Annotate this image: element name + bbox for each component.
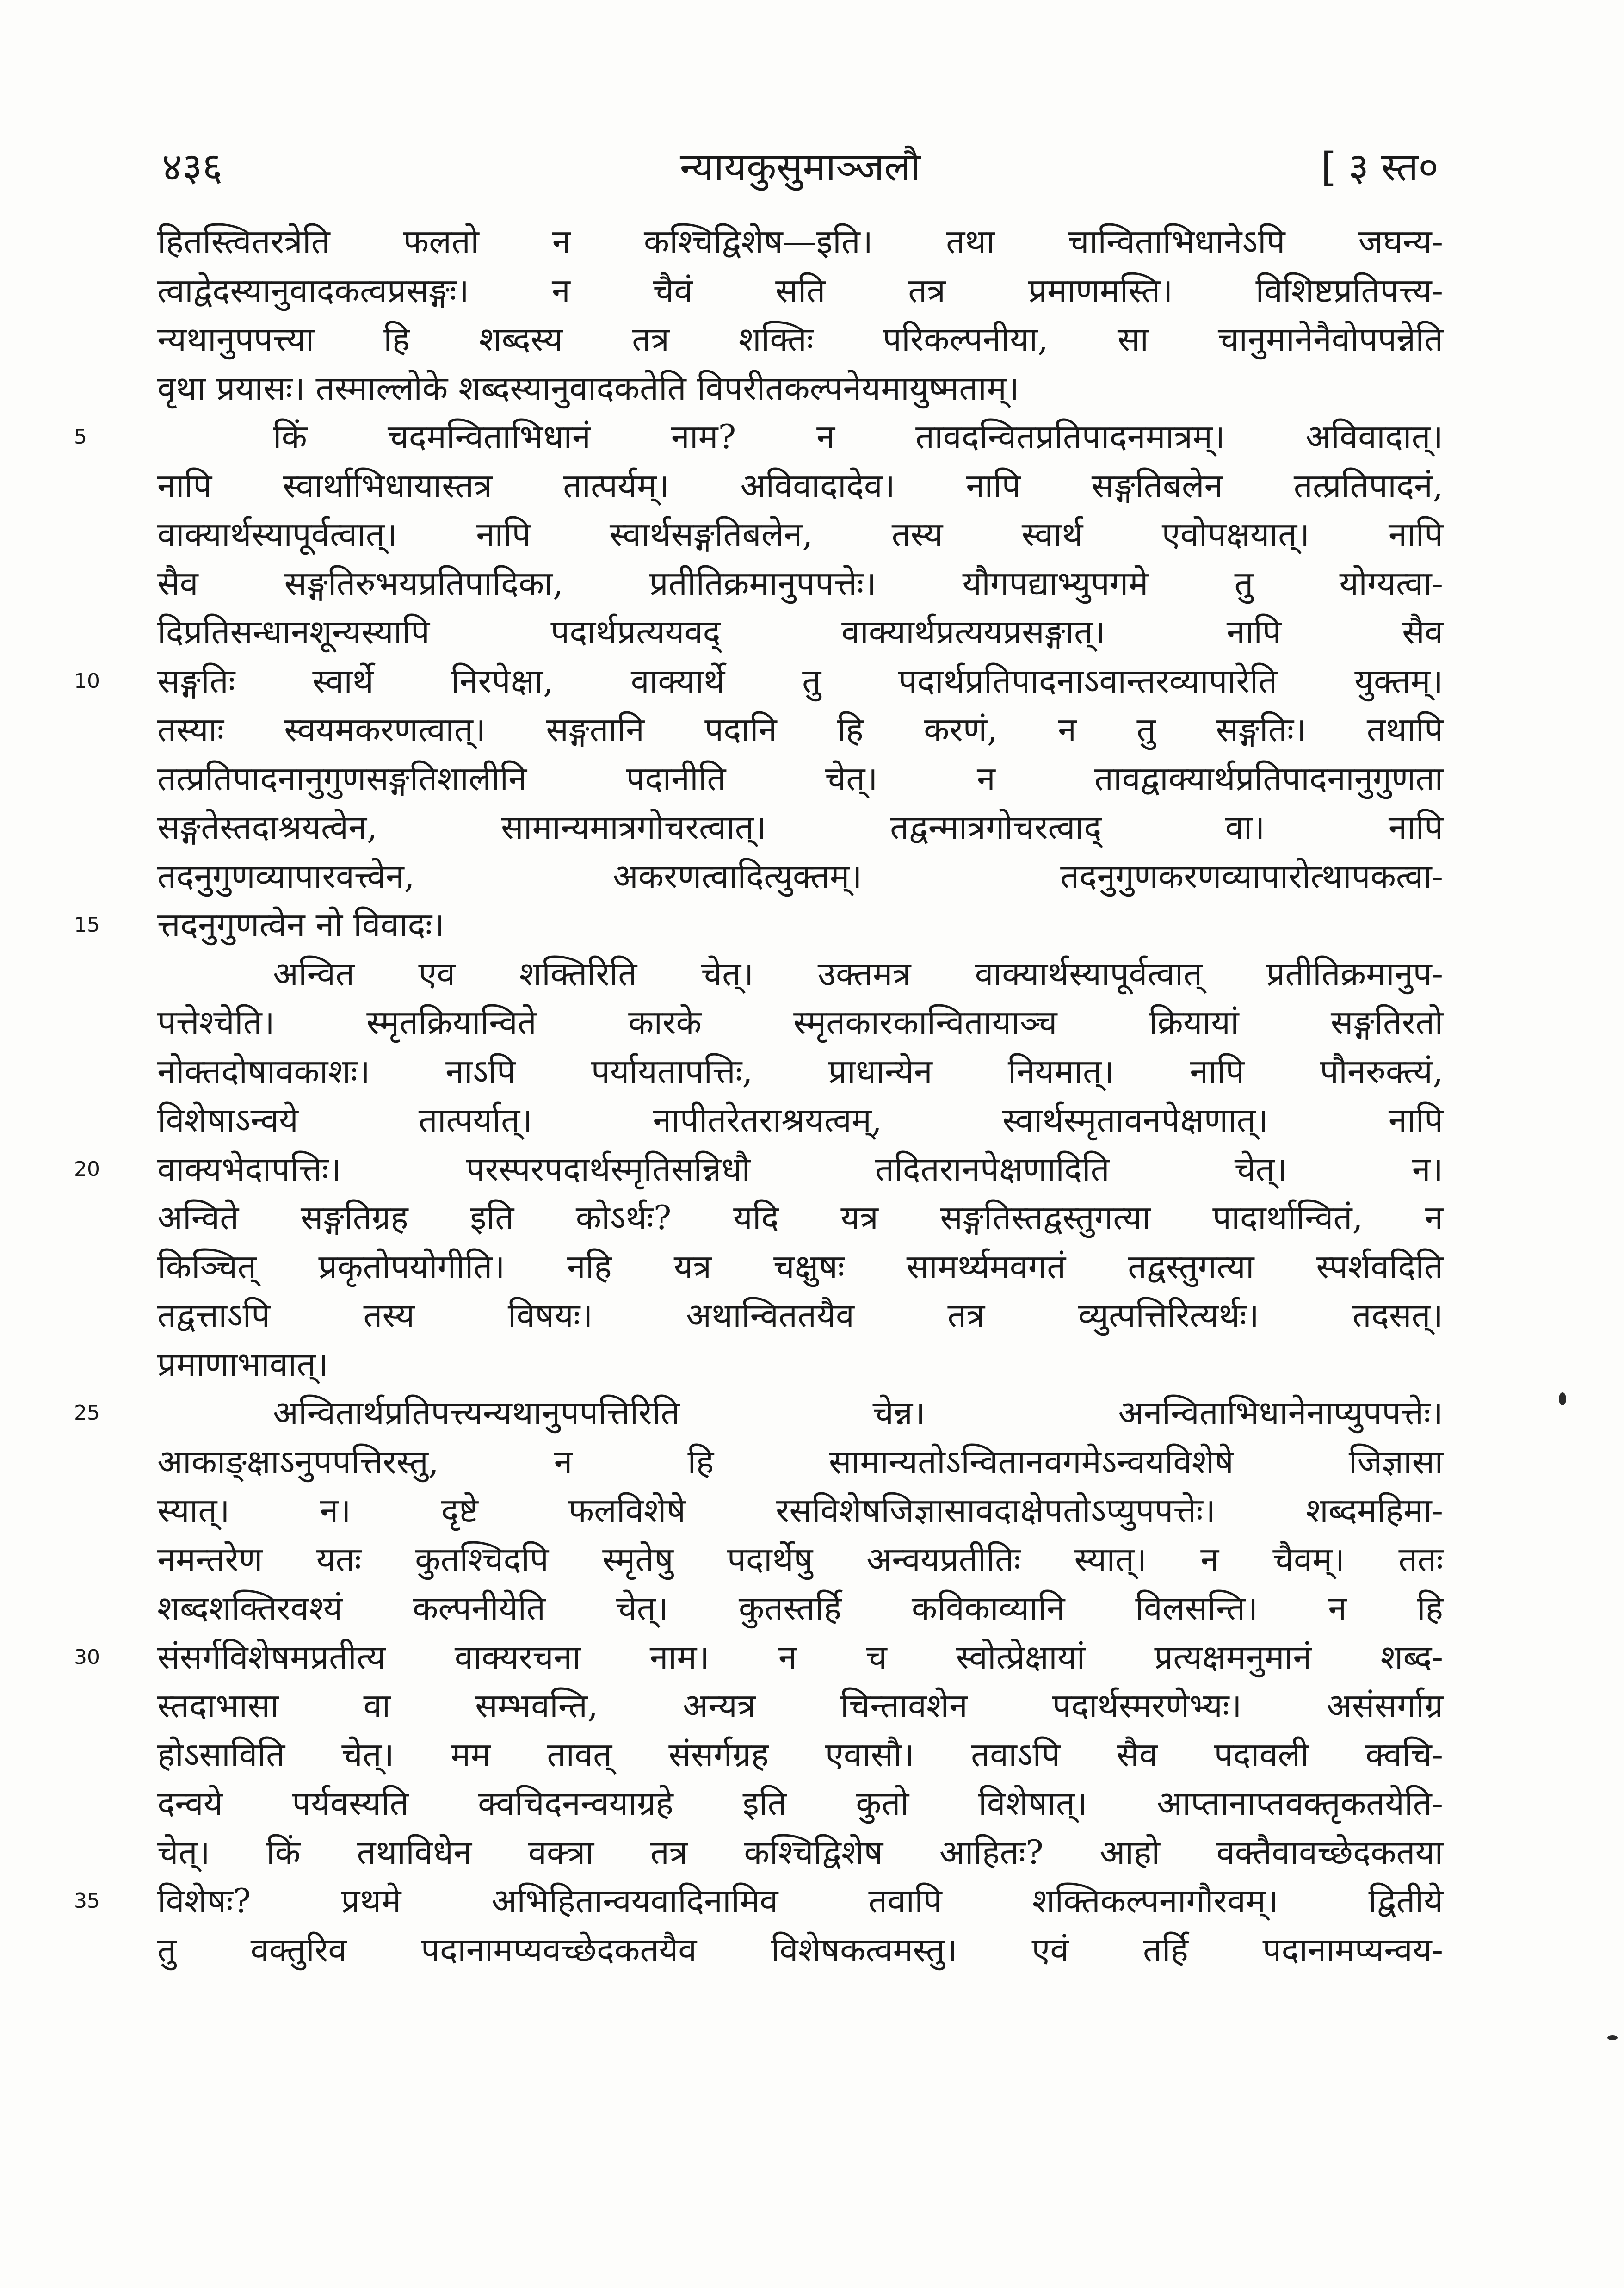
line-text: तदनुगुणव्यापारवत्त्वेन, अकरणत्वादित्युक्तम्। तदनुगुणकरणव्यापारोत्थापकत्वा- (157, 856, 1443, 896)
text-line (157, 1243, 1443, 1292)
line-text: स्यात्। न। दृष्टे फलविशेषे रसविशेषजिज्ञासावदाक्षेपतोऽप्युपपत्तेः। शब्दमहिमा- (157, 1491, 1443, 1530)
line-number: 5 (74, 425, 87, 449)
text-line (157, 1584, 1443, 1633)
text-line (74, 1633, 1443, 1682)
text-line (157, 1731, 1443, 1780)
line-text: त्वाद्वेदस्यानुवादकत्वप्रसङ्गः। न चैवं सति तत्र प्रमाणमस्ति। विशिष्टप्रतिपत्त्य- (157, 271, 1443, 310)
line-text: सैव सङ्गतिरुभयप्रतिपादिका, प्रतीतिक्रमानुपपत्तेः। यौगपद्याभ्युपगमे तु योग्यत्वा- (157, 563, 1443, 603)
line-text: न्यथानुपपत्त्या हि शब्दस्य तत्र शक्तिः परिकल्पनीया, सा चानुमानेनैवोपपन्नेति (157, 320, 1443, 359)
line-text: अन्वितार्थप्रतिपत्त्यन्यथानुपपत्तिरिति चेन्न। अनन्विताभिधानेनाप्युपपत्तेः। (273, 1393, 1443, 1432)
page-number: ४३६ (162, 144, 223, 190)
line-number: 15 (74, 913, 100, 937)
line-text: दन्वये पर्यवस्यति क्वचिदनन्वयाग्रहे इति कुतो विशेषात्। आप्तानाप्तवक्तृकतयेति- (157, 1784, 1443, 1823)
line-text: किं चदमन्विताभिधानं नाम? न तावदन्वितप्रतिपादनमात्रम्। अविवादात्। (273, 417, 1443, 456)
line-text: अन्विते सङ्गतिग्रह इति कोऽर्थः? यदि यत्र सङ्गतिस्तद्वस्तुगत्या पादार्थान्वितं, न (157, 1198, 1443, 1237)
line-text: प्रमाणाभावात्। (157, 1344, 328, 1384)
text-line (157, 1193, 1443, 1243)
line-number: 10 (74, 669, 100, 693)
line-text: पत्तेश्चेति। स्मृतक्रियान्विते कारके स्मृतकारकान्वितायाञ्च क्रियायां सङ्गतिरतो (157, 1003, 1443, 1042)
text-line (157, 1438, 1443, 1487)
running-title: न्यायकुसुमाञ्जलौ (679, 144, 921, 190)
line-text: संसर्गविशेषमप्रतीत्य वाक्यरचना नाम। न च स्वोत्प्रेक्षायां प्रत्यक्षमनुमानं शब्द- (157, 1637, 1443, 1676)
text-line (157, 462, 1443, 511)
text-line (74, 901, 1443, 950)
text-line (157, 1779, 1443, 1828)
text-line (157, 998, 1443, 1047)
line-text: अन्वित एव शक्तिरिति चेत्। उक्तमत्र वाक्यार्थस्यापूर्वत्वात् प्रतीतिक्रमानुप- (273, 954, 1443, 993)
line-text: तस्याः स्वयमकरणत्वात्। सङ्गतानि पदानि हि करणं, न तु सङ्गतिः। तथापि (157, 710, 1443, 749)
line-text: शब्दशक्तिरवश्यं कल्पनीयेति चेत्। कुतस्तर्हि कविकाव्यानि विलसन्ति। न हि (157, 1589, 1443, 1627)
text-line (157, 950, 1443, 999)
line-number: 30 (74, 1645, 100, 1669)
text-line (157, 1096, 1443, 1145)
text-line (157, 754, 1443, 804)
line-text: नापि स्वार्थाभिधायास्तत्र तात्पर्यम्। अविवादादेव। नापि सङ्गतिबलेन तत्प्रतिपादनं, (157, 466, 1443, 505)
text-line (157, 1682, 1443, 1731)
line-text: वृथा प्रयासः। तस्माल्लोके शब्दस्यानुवादकतेति विपरीतकल्पनेयमायुष्मताम्। (157, 368, 1019, 408)
text-line (157, 510, 1443, 559)
text-line (157, 803, 1443, 852)
line-text: सङ्गतेस्तदाश्रयत्वेन, सामान्यमात्रगोचरत्वात्। तद्वन्मात्रगोचरत्वाद् वा। नापि (157, 808, 1443, 847)
text-line (157, 705, 1443, 754)
line-text: त्तदनुगुणत्वेन नो विवादः। (157, 905, 445, 944)
section-marker: [ ३ स्त० (1321, 144, 1439, 190)
text-line (157, 1340, 1443, 1389)
text-line (157, 559, 1443, 608)
text-body (74, 217, 1443, 1974)
line-text: आकाङ्क्षाऽनुपपत्तिरस्तु, न हि सामान्यतोऽन्वितानवगमेऽन्वयविशेषे जिज्ञासा (157, 1442, 1443, 1481)
line-text: विशेषः? प्रथमे अभिहितान्वयवादिनामिव तवापि शक्तिकल्पनागौरवम्। द्वितीये (157, 1881, 1443, 1920)
text-line (157, 852, 1443, 901)
scan-speck (1559, 1392, 1566, 1405)
text-line (157, 315, 1443, 364)
line-text: सङ्गतिः स्वार्थे निरपेक्षा, वाक्यार्थे तु पदार्थप्रतिपादनाऽवान्तरव्यापारेति युक्तम्। (157, 661, 1443, 700)
text-line (157, 1535, 1443, 1584)
line-text: विशेषाऽन्वये तात्पर्यात्। नापीतरेतराश्रयत्वम्, स्वार्थस्मृतावनपेक्षणात्। नापि (157, 1101, 1443, 1139)
text-line (157, 608, 1443, 657)
text-line (74, 657, 1443, 706)
line-text: तत्प्रतिपादनानुगुणसङ्गतिशालीनि पदानीति चेत्। न तावद्वाक्यार्थप्रतिपादनानुगुणता (157, 759, 1443, 798)
text-line (157, 1047, 1443, 1096)
line-text: किञ्चित् प्रकृतोपयोगीति। नहि यत्र चक्षुषः सामर्थ्यमवगतं तद्वस्तुगत्या स्पर्शवदिति (157, 1247, 1443, 1286)
text-line (157, 1926, 1443, 1975)
line-text: होऽसाविति चेत्। मम तावत् संसर्गग्रह एवासौ। तवाऽपि सैव पदावली क्वचि- (157, 1735, 1443, 1774)
line-text: नोक्तदोषावकाशः। नाऽपि पर्यायतापत्तिः, प्राधान्येन नियमात्। नापि पौनरुक्त्यं, (157, 1051, 1443, 1091)
text-line (74, 1877, 1443, 1926)
line-text: नमन्तरेण यतः कुतश्चिदपि स्मृतेषु पदार्थेषु अन्वयप्रतीतिः स्यात्। न चैवम्। ततः (157, 1540, 1443, 1579)
text-line (157, 217, 1443, 266)
line-text: चेत्। किं तथाविधेन वक्त्रा तत्र कश्चिद्विशेष आहितः? आहो वक्तैवावच्छेदकतया (157, 1832, 1443, 1872)
text-line (74, 1145, 1443, 1194)
line-number: 25 (74, 1401, 100, 1425)
text-line (74, 413, 1443, 462)
text-line (157, 266, 1443, 315)
line-text: हितस्त्वितरत्रेति फलतो न कश्चिद्विशेष—इति। तथा चान्विताभिधानेऽपि जघन्य- (157, 222, 1443, 261)
text-line (157, 1291, 1443, 1340)
text-line (157, 364, 1443, 413)
line-number: 35 (74, 1889, 100, 1913)
line-text: दिप्रतिसन्धानशून्यस्यापि पदार्थप्रत्ययवद् वाक्यार्थप्रत्ययप्रसङ्गात्। नापि सैव (157, 612, 1443, 651)
line-number: 20 (74, 1157, 100, 1181)
scan-speck (1607, 2035, 1618, 2040)
line-text: तद्वत्ताऽपि तस्य विषयः। अथान्विततयैव तत्र व्युत्पत्तिरित्यर्थः। तदसत्। (157, 1296, 1443, 1335)
text-line (157, 1486, 1443, 1535)
page-header (157, 139, 1443, 194)
line-text: स्तदाभासा वा सम्भवन्ति, अन्यत्र चिन्तावशेन पदार्थस्मरणेभ्यः। असंसर्गाग्र (157, 1686, 1443, 1725)
line-text: वाक्यार्थस्यापूर्वत्वात्। नापि स्वार्थसङ्गतिबलेन, तस्य स्वार्थ एवोपक्षयात्। नापि (157, 515, 1443, 554)
text-line (74, 1389, 1443, 1438)
line-text: तु वक्तुरिव पदानामप्यवच्छेदकतयैव विशेषकत्वमस्तु। एवं तर्हि पदानामप्यन्वय- (157, 1930, 1443, 1969)
text-line (157, 1828, 1443, 1877)
line-text: वाक्यभेदापत्तिः। परस्परपदार्थस्मृतिसन्निधौ तदितरानपेक्षणादिति चेत्। न। (157, 1149, 1443, 1188)
